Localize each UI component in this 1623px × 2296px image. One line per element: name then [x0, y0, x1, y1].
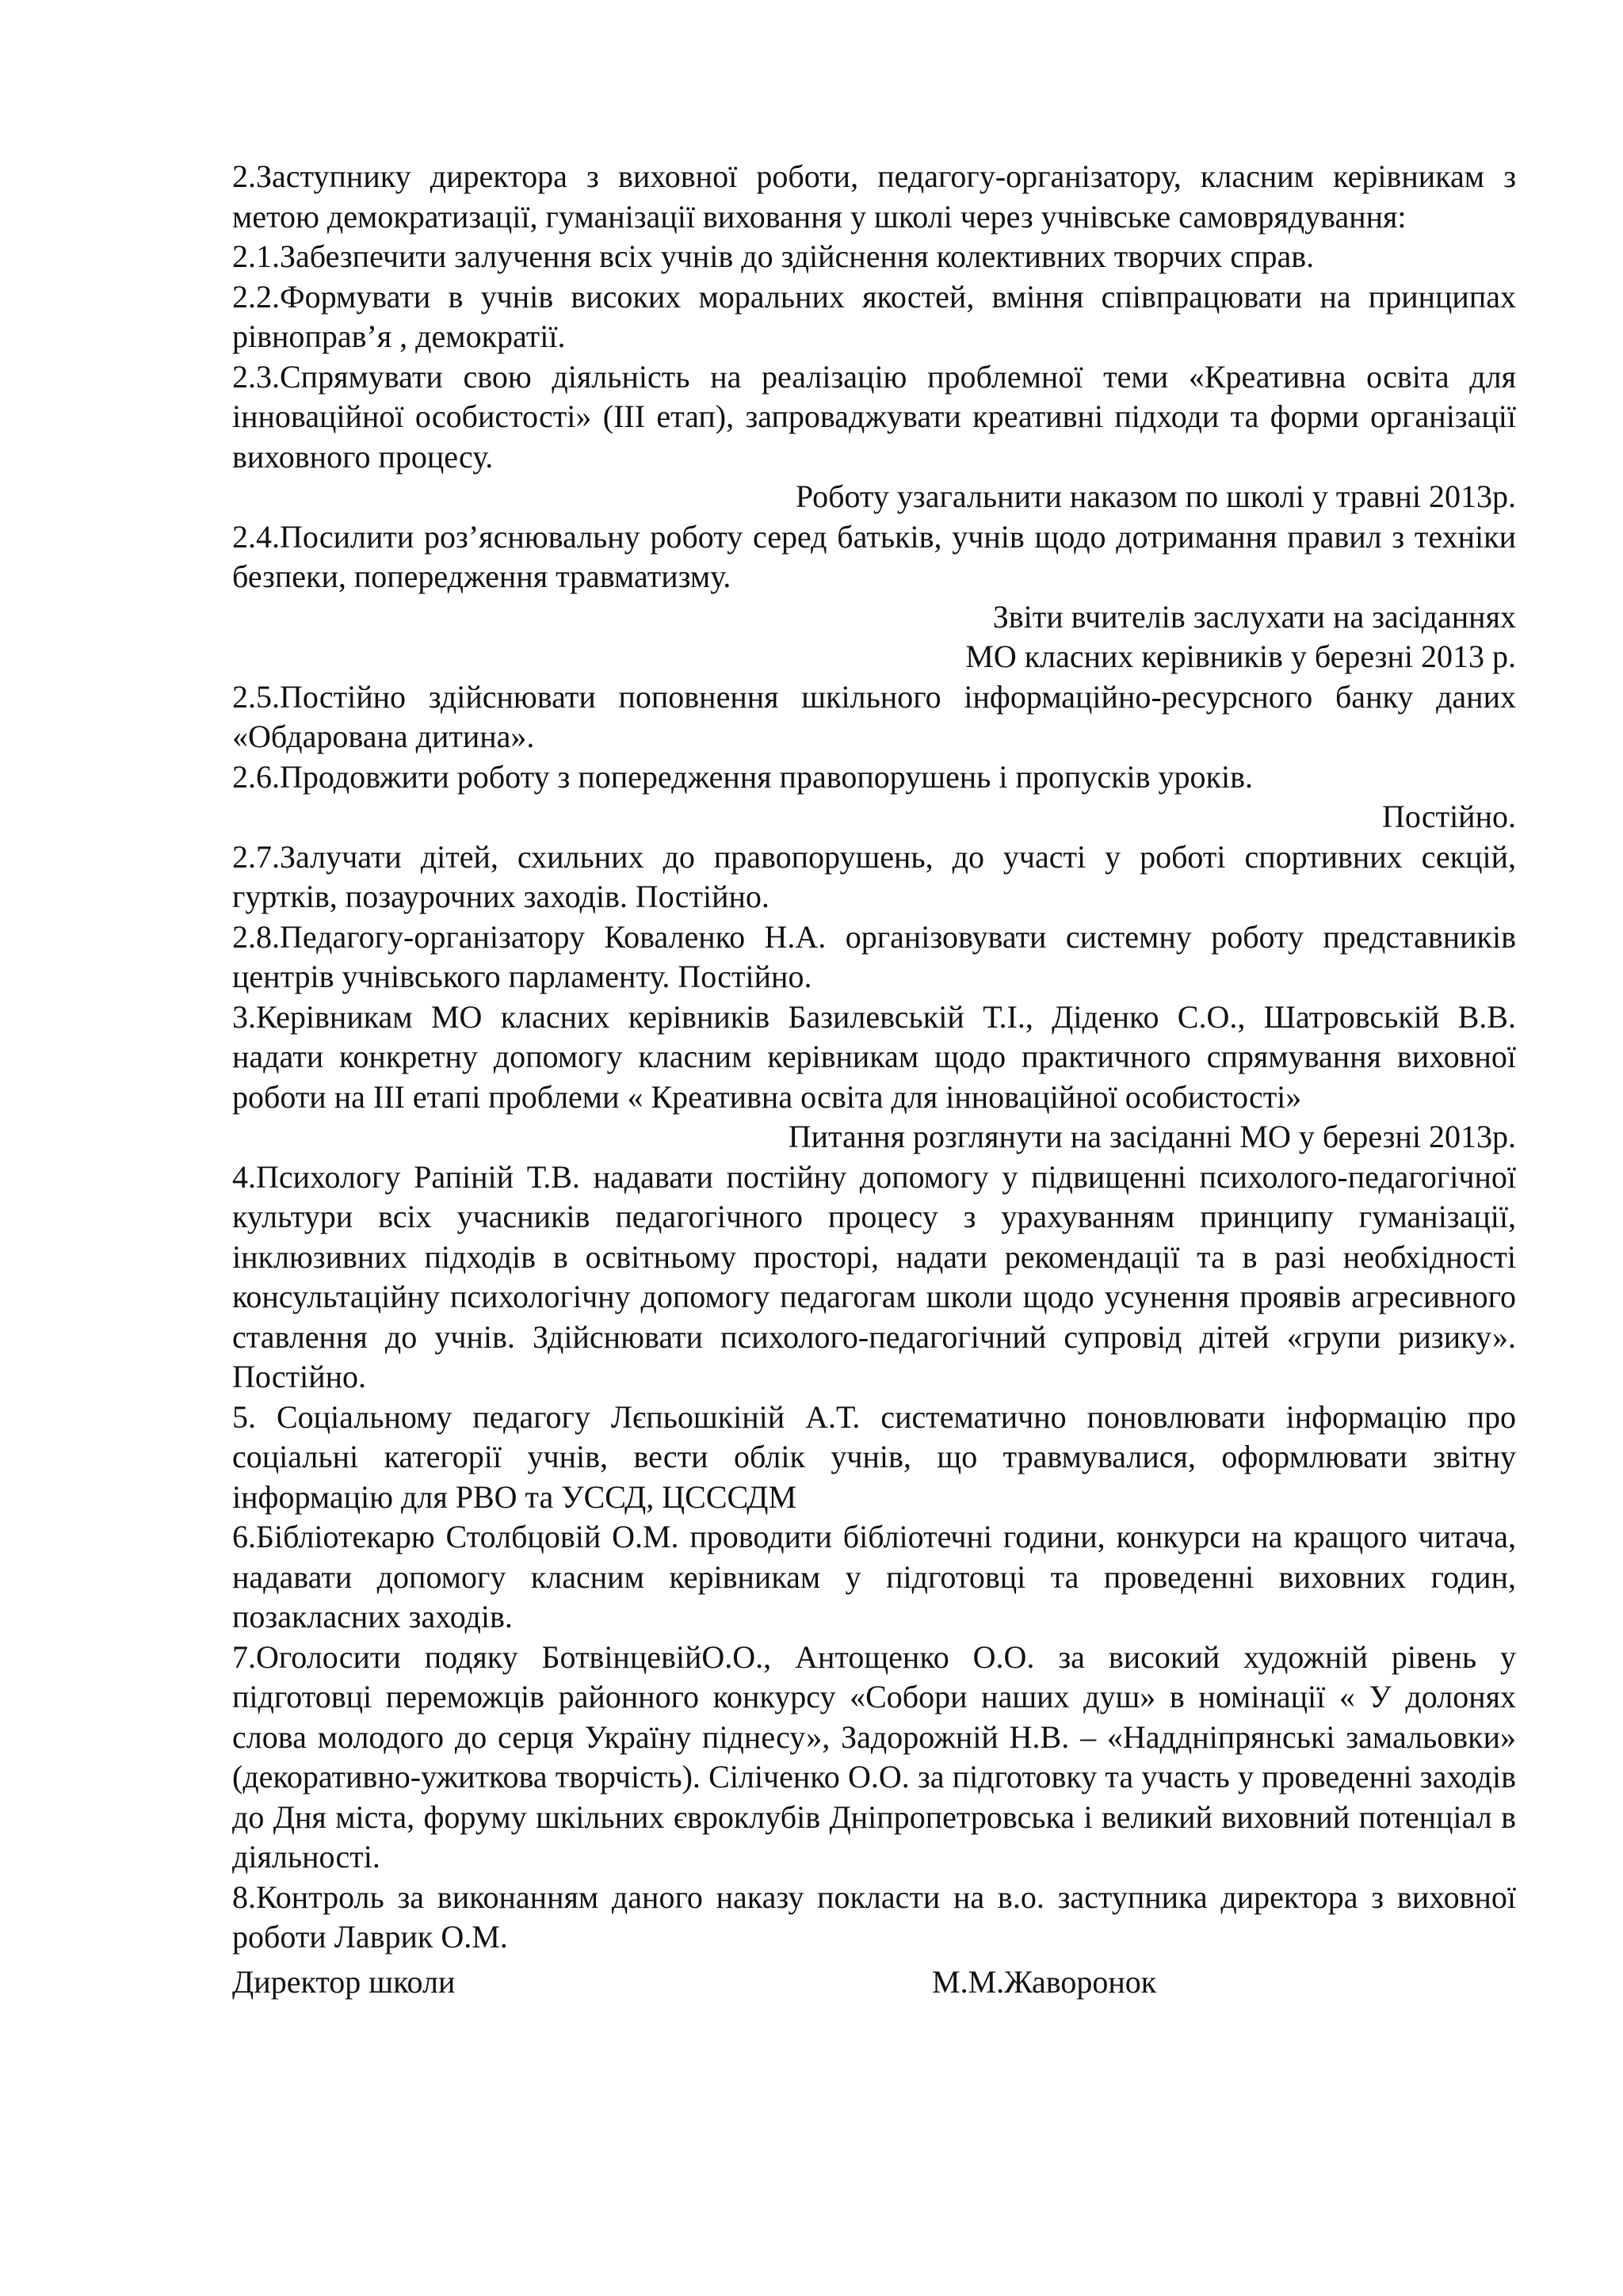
paragraph: 2.2.Формувати в учнів високих моральних якостей, вміння співпрацювати на принципах рівноправ’я , демократії. — [232, 278, 1516, 354]
paragraph: 2.3.Спрямувати свою діяльність на реалізацію проблемної теми «Креативна освіта для інноваційної особистості» (III етап), запроваджувати креативні підходи та форми організації виховного процесу. — [232, 358, 1516, 475]
paragraph: 2.5.Постійно здійснювати поповнення шкільного інформаційно-ресурсного банку даних «Обдарована дитина». — [232, 678, 1516, 754]
signature-title: Директор школи — [232, 1963, 456, 2000]
deadline-note: Звіти вчителів заслухати на засіданнях — [992, 598, 1516, 635]
paragraph: 2.Заступнику директора з виховної роботи, педагогу-організатору, класним керівникам з метою демократизації, гуманізації виховання у школі через учнівське самоврядування: — [232, 158, 1516, 235]
paragraph: 2.4.Посилити роз’яснювальну роботу серед батьків, учнів щодо дотримання правил з техніки безпеки, попередження травматизму. — [232, 518, 1516, 594]
paragraph: 3.Керівникам МО класних керівників Базилевській Т.І., Діденко С.О., Шатровській В.В. надати конкретну допомогу класним керівникам щодо практичного спрямування виховної роботи на III етапі проблеми « Креативна освіта для інноваційної особистості» — [232, 998, 1516, 1115]
paragraph: 2.1.Забезпечити залучення всіх учнів до здійснення колективних творчих справ. — [232, 238, 1315, 274]
deadline-note: Роботу узагальнити наказом по школі у травні 2013р. — [795, 479, 1516, 514]
paragraph-list — [232, 157, 1516, 1958]
paragraph: 2.7.Залучати дітей, схильних до правопорушень, до участі у роботі спортивних секцій, гуртків, позаурочних заходів. Постійно. — [232, 838, 1516, 914]
deadline-note: Питання розглянути на засіданні МО у березні 2013р. — [788, 1119, 1516, 1154]
paragraph: 2.8.Педагогу-організатору Коваленко Н.А. організовувати системну роботу представників центрів учнівського парламенту. Постійно. — [232, 918, 1516, 994]
paragraph: 7.Оголосити подяку БотвінцевійО.О., Антощенко О.О. за високий художній рівень у підготовці переможців районного конкурсу «Собори наших душ» в номінації « У долонях слова молодого до серця Україну піднесу», Задорожній Н.В. – «Наддніпрянські замальовки» (декоративно-ужиткова творчість). Сіліченко О.О. за підготовку та участь у проведенні заходів до Дня міста, форуму шкільних євроклубів Дніпропетровська і великий виховний потенціал в діяльності. — [232, 1638, 1516, 1875]
paragraph: 6.Бібліотекарю Столбцовій О.М. проводити бібліотечні години, конкурси на кращого читача, надавати допомогу класним керівникам у підготовці та проведенні виховних годин, позакласних заходів. — [232, 1519, 1516, 1634]
deadline-note: Постійно. — [1381, 799, 1516, 834]
signature-block — [232, 1962, 1516, 2003]
paragraph: 8.Контроль за виконанням даного наказу покласти на в.о. заступника директора з виховної роботи Лаврик О.М. — [232, 1878, 1516, 1955]
document-body — [232, 157, 1516, 2003]
paragraph: 5. Соціальному педагогу Лєпьошкіній А.Т. систематично поновлювати інформацію про соціальні категорії учнів, вести облік учнів, що травмувалися, оформлювати звітну інформацію для РВО та УССД, ЦСССДМ — [232, 1398, 1516, 1515]
deadline-note: МО класних керівників у березні 2013 р. — [965, 639, 1516, 674]
paragraph: 4.Психологу Рапіній Т.В. надавати постійну допомогу у підвищенні психолого-педагогічної культури всіх учасників педагогічного процесу з урахуванням принципу гуманізації, інклюзивних підходів в освітньому просторі, надати рекомендації та в разі необхідності консультаційну психологічну допомогу педагогам школи щодо усунення проявів агресивного ставлення до учнів. Здійснювати психолого-педагогічний супровід дітей «групи ризику». Постійно. — [232, 1158, 1516, 1394]
signature-name: М.М.Жаворонок — [932, 1963, 1157, 2000]
paragraph: 2.6.Продовжити роботу з попередження правопорушень і пропусків уроків. — [232, 758, 1253, 795]
